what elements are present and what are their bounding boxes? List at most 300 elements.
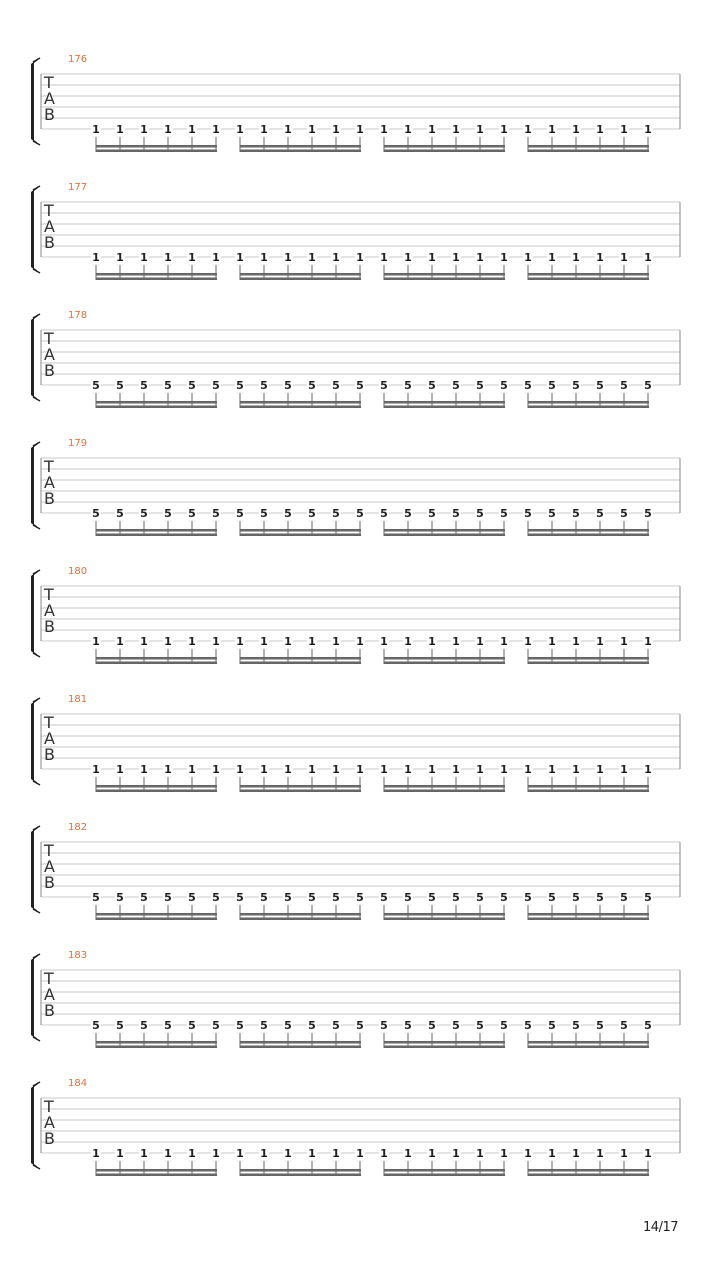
fret-number: 1 xyxy=(188,251,196,264)
fret-number: 5 xyxy=(524,891,532,904)
fret-number: 1 xyxy=(308,123,316,136)
beam-secondary xyxy=(528,657,649,660)
fret-number: 5 xyxy=(212,507,220,520)
system-bracket xyxy=(31,60,38,143)
fret-number: 1 xyxy=(620,763,628,776)
fret-number: 5 xyxy=(164,379,172,392)
fret-number: 1 xyxy=(452,123,460,136)
beam-primary xyxy=(240,406,361,409)
fret-number: 1 xyxy=(212,635,220,648)
fret-number: 1 xyxy=(116,251,124,264)
fret-number: 1 xyxy=(404,763,412,776)
fret-number: 5 xyxy=(596,379,604,392)
fret-number: 5 xyxy=(644,891,652,904)
bracket-hook-bottom xyxy=(33,525,40,529)
system-bracket xyxy=(31,188,38,271)
bracket-hook-top xyxy=(33,570,40,574)
fret-number: 1 xyxy=(548,123,556,136)
fret-number: 5 xyxy=(260,379,268,392)
fret-number: 1 xyxy=(260,1147,268,1160)
fret-number: 1 xyxy=(428,251,436,264)
tab-system xyxy=(31,54,680,152)
tab-letter-t: T xyxy=(44,201,54,220)
fret-number: 1 xyxy=(332,635,340,648)
fret-number: 1 xyxy=(212,763,220,776)
fret-number: 5 xyxy=(548,379,556,392)
fret-number: 1 xyxy=(212,1147,220,1160)
beam-secondary xyxy=(96,913,217,916)
bracket-hook-bottom xyxy=(33,653,40,657)
fret-number: 1 xyxy=(524,251,532,264)
beam-secondary xyxy=(528,1169,649,1172)
fret-number: 5 xyxy=(596,1019,604,1032)
fret-number: 1 xyxy=(332,1147,340,1160)
fret-number: 5 xyxy=(188,379,196,392)
fret-number: 1 xyxy=(116,763,124,776)
system-bracket xyxy=(31,1084,38,1167)
beam-primary xyxy=(240,150,361,153)
fret-number: 5 xyxy=(452,891,460,904)
system-bracket xyxy=(31,444,38,527)
beam-primary xyxy=(240,278,361,281)
fret-number: 5 xyxy=(572,891,580,904)
fret-number: 1 xyxy=(188,123,196,136)
fret-number: 1 xyxy=(308,1147,316,1160)
fret-number: 1 xyxy=(644,1147,652,1160)
fret-number: 1 xyxy=(164,635,172,648)
fret-number: 5 xyxy=(548,891,556,904)
fret-number: 1 xyxy=(164,251,172,264)
fret-number: 5 xyxy=(524,1019,532,1032)
fret-number: 5 xyxy=(236,379,244,392)
tab-letter-b: B xyxy=(44,1129,55,1148)
beam-secondary xyxy=(528,145,649,148)
fret-number: 1 xyxy=(644,251,652,264)
fret-number: 1 xyxy=(356,635,364,648)
fret-number: 5 xyxy=(380,891,388,904)
fret-number: 1 xyxy=(164,763,172,776)
fret-number: 1 xyxy=(260,635,268,648)
bracket-hook-bottom xyxy=(33,141,40,145)
fret-number: 1 xyxy=(380,123,388,136)
fret-number: 5 xyxy=(308,891,316,904)
fret-number: 5 xyxy=(356,507,364,520)
fret-number: 1 xyxy=(332,251,340,264)
beam-primary xyxy=(240,1174,361,1177)
fret-number: 1 xyxy=(644,763,652,776)
tab-letter-t: T xyxy=(44,457,54,476)
fret-number: 5 xyxy=(92,507,100,520)
tab-letter-b: B xyxy=(44,105,55,124)
fret-number: 1 xyxy=(572,763,580,776)
tab-letter-a: A xyxy=(44,217,55,236)
tab-system xyxy=(31,182,680,280)
beam-secondary xyxy=(96,401,217,404)
bracket-hook-top xyxy=(33,826,40,830)
fret-number: 1 xyxy=(596,251,604,264)
fret-number: 5 xyxy=(476,379,484,392)
tab-system xyxy=(31,438,680,536)
beam-primary xyxy=(528,406,649,409)
bar-number: 184 xyxy=(68,1078,88,1089)
fret-number: 1 xyxy=(428,123,436,136)
fret-number: 5 xyxy=(404,507,412,520)
fret-number: 5 xyxy=(140,507,148,520)
beam-primary xyxy=(96,278,217,281)
fret-number: 1 xyxy=(284,251,292,264)
fret-number: 5 xyxy=(404,379,412,392)
fret-number: 1 xyxy=(572,1147,580,1160)
fret-number: 5 xyxy=(212,379,220,392)
fret-number: 1 xyxy=(644,635,652,648)
beam-secondary xyxy=(384,785,505,788)
fret-number: 1 xyxy=(380,1147,388,1160)
beam-secondary xyxy=(384,913,505,916)
bar-number: 180 xyxy=(68,566,88,577)
fret-number: 5 xyxy=(500,379,508,392)
fret-number: 5 xyxy=(260,507,268,520)
beam-primary xyxy=(96,150,217,153)
fret-number: 5 xyxy=(140,1019,148,1032)
fret-number: 5 xyxy=(500,507,508,520)
beam-primary xyxy=(384,406,505,409)
fret-number: 1 xyxy=(284,763,292,776)
fret-number: 5 xyxy=(332,891,340,904)
fret-number: 1 xyxy=(476,635,484,648)
beam-secondary xyxy=(528,273,649,276)
fret-number: 5 xyxy=(500,1019,508,1032)
fret-number: 5 xyxy=(332,507,340,520)
beam-secondary xyxy=(528,529,649,532)
fret-number: 5 xyxy=(236,507,244,520)
fret-number: 1 xyxy=(140,123,148,136)
fret-number: 5 xyxy=(236,1019,244,1032)
bracket-hook-bottom xyxy=(33,1165,40,1169)
fret-number: 5 xyxy=(356,891,364,904)
fret-number: 5 xyxy=(116,1019,124,1032)
fret-number: 1 xyxy=(620,251,628,264)
beam-secondary xyxy=(96,785,217,788)
beam-secondary xyxy=(96,1041,217,1044)
beam-primary xyxy=(96,662,217,665)
fret-number: 5 xyxy=(620,891,628,904)
tab-system xyxy=(31,566,680,664)
fret-number: 5 xyxy=(332,1019,340,1032)
beam-secondary xyxy=(384,273,505,276)
bracket-hook-top xyxy=(33,1082,40,1086)
fret-number: 1 xyxy=(356,251,364,264)
beam-primary xyxy=(96,534,217,537)
fret-number: 5 xyxy=(620,507,628,520)
fret-number: 1 xyxy=(92,763,100,776)
fret-number: 1 xyxy=(500,251,508,264)
fret-number: 5 xyxy=(116,379,124,392)
bracket-hook-top xyxy=(33,954,40,958)
fret-number: 1 xyxy=(284,123,292,136)
fret-number: 5 xyxy=(212,1019,220,1032)
beam-secondary xyxy=(240,145,361,148)
fret-number: 1 xyxy=(188,763,196,776)
tab-letter-b: B xyxy=(44,233,55,252)
fret-number: 1 xyxy=(140,763,148,776)
beam-secondary xyxy=(240,1169,361,1172)
fret-number: 1 xyxy=(524,635,532,648)
beam-secondary xyxy=(528,401,649,404)
bracket-hook-top xyxy=(33,442,40,446)
fret-number: 1 xyxy=(476,1147,484,1160)
fret-number: 5 xyxy=(404,1019,412,1032)
fret-number: 5 xyxy=(332,379,340,392)
bar-number: 177 xyxy=(68,182,88,193)
fret-number: 5 xyxy=(212,891,220,904)
fret-number: 1 xyxy=(428,1147,436,1160)
bar-number: 178 xyxy=(68,310,88,321)
fret-number: 1 xyxy=(428,763,436,776)
beam-secondary xyxy=(240,657,361,660)
tab-system xyxy=(31,950,680,1048)
fret-number: 5 xyxy=(260,891,268,904)
bracket-hook-bottom xyxy=(33,909,40,913)
beam-secondary xyxy=(384,1169,505,1172)
fret-number: 1 xyxy=(116,123,124,136)
beam-primary xyxy=(240,790,361,793)
fret-number: 1 xyxy=(620,1147,628,1160)
tab-letter-b: B xyxy=(44,361,55,380)
tab-system xyxy=(31,310,680,408)
beam-secondary xyxy=(528,1041,649,1044)
bracket-hook-bottom xyxy=(33,397,40,401)
beam-secondary xyxy=(240,273,361,276)
fret-number: 1 xyxy=(548,763,556,776)
fret-number: 1 xyxy=(620,635,628,648)
tab-letter-t: T xyxy=(44,329,54,348)
fret-number: 5 xyxy=(644,507,652,520)
beam-primary xyxy=(384,1046,505,1049)
fret-number: 5 xyxy=(188,1019,196,1032)
beam-primary xyxy=(96,918,217,921)
fret-number: 5 xyxy=(140,379,148,392)
tab-letter-a: A xyxy=(44,985,55,1004)
bar-number: 181 xyxy=(68,694,88,705)
tab-letter-b: B xyxy=(44,745,55,764)
fret-number: 1 xyxy=(596,123,604,136)
beam-primary xyxy=(528,790,649,793)
fret-number: 1 xyxy=(404,1147,412,1160)
fret-number: 5 xyxy=(572,379,580,392)
fret-number: 1 xyxy=(308,635,316,648)
fret-number: 1 xyxy=(404,123,412,136)
bracket-hook-top xyxy=(33,314,40,318)
fret-number: 5 xyxy=(188,507,196,520)
fret-number: 5 xyxy=(236,891,244,904)
fret-number: 1 xyxy=(284,1147,292,1160)
fret-number: 1 xyxy=(524,763,532,776)
fret-number: 1 xyxy=(212,123,220,136)
beam-secondary xyxy=(528,913,649,916)
fret-number: 1 xyxy=(236,763,244,776)
beam-primary xyxy=(528,278,649,281)
beam-secondary xyxy=(384,401,505,404)
fret-number: 1 xyxy=(140,251,148,264)
fret-number: 5 xyxy=(380,507,388,520)
fret-number: 5 xyxy=(620,1019,628,1032)
tab-letter-t: T xyxy=(44,841,54,860)
beam-secondary xyxy=(96,145,217,148)
fret-number: 1 xyxy=(548,1147,556,1160)
beam-primary xyxy=(528,1046,649,1049)
bracket-hook-bottom xyxy=(33,269,40,273)
fret-number: 1 xyxy=(404,251,412,264)
fret-number: 1 xyxy=(116,635,124,648)
beam-secondary xyxy=(96,273,217,276)
fret-number: 1 xyxy=(236,123,244,136)
fret-number: 1 xyxy=(92,635,100,648)
bar-number: 182 xyxy=(68,822,88,833)
beam-primary xyxy=(240,918,361,921)
bracket-hook-top xyxy=(33,58,40,62)
fret-number: 1 xyxy=(236,1147,244,1160)
fret-number: 1 xyxy=(92,251,100,264)
fret-number: 5 xyxy=(308,507,316,520)
fret-number: 5 xyxy=(92,891,100,904)
fret-number: 5 xyxy=(284,891,292,904)
fret-number: 1 xyxy=(476,763,484,776)
fret-number: 1 xyxy=(572,251,580,264)
bar-number: 176 xyxy=(68,54,88,65)
fret-number: 1 xyxy=(452,763,460,776)
beam-primary xyxy=(96,790,217,793)
fret-number: 5 xyxy=(188,891,196,904)
tab-letter-b: B xyxy=(44,617,55,636)
beam-primary xyxy=(528,534,649,537)
tab-letter-a: A xyxy=(44,473,55,492)
fret-number: 5 xyxy=(284,507,292,520)
fret-number: 5 xyxy=(452,507,460,520)
tab-letter-t: T xyxy=(44,713,54,732)
fret-number: 5 xyxy=(356,379,364,392)
fret-number: 1 xyxy=(404,635,412,648)
fret-number: 1 xyxy=(140,1147,148,1160)
fret-number: 5 xyxy=(644,379,652,392)
fret-number: 5 xyxy=(284,379,292,392)
fret-number: 1 xyxy=(260,763,268,776)
fret-number: 5 xyxy=(476,891,484,904)
fret-number: 5 xyxy=(164,507,172,520)
tab-letter-a: A xyxy=(44,729,55,748)
fret-number: 5 xyxy=(116,891,124,904)
beam-primary xyxy=(528,918,649,921)
fret-number: 1 xyxy=(500,635,508,648)
fret-number: 5 xyxy=(452,1019,460,1032)
fret-number: 1 xyxy=(548,635,556,648)
fret-number: 5 xyxy=(476,507,484,520)
fret-number: 1 xyxy=(260,251,268,264)
tab-letter-b: B xyxy=(44,1001,55,1020)
fret-number: 5 xyxy=(596,891,604,904)
bracket-hook-top xyxy=(33,698,40,702)
fret-number: 1 xyxy=(164,1147,172,1160)
beam-secondary xyxy=(384,1041,505,1044)
fret-number: 5 xyxy=(428,891,436,904)
fret-number: 1 xyxy=(476,251,484,264)
fret-number: 1 xyxy=(380,763,388,776)
tab-system xyxy=(31,1078,680,1176)
beam-secondary xyxy=(240,913,361,916)
beam-secondary xyxy=(384,145,505,148)
fret-number: 5 xyxy=(476,1019,484,1032)
tab-letter-a: A xyxy=(44,1113,55,1132)
system-bracket xyxy=(31,572,38,655)
beam-secondary xyxy=(96,1169,217,1172)
beam-primary xyxy=(384,534,505,537)
fret-number: 5 xyxy=(644,1019,652,1032)
beam-primary xyxy=(384,1174,505,1177)
fret-number: 5 xyxy=(92,1019,100,1032)
fret-number: 1 xyxy=(500,763,508,776)
fret-number: 1 xyxy=(476,123,484,136)
fret-number: 1 xyxy=(548,251,556,264)
beam-primary xyxy=(240,662,361,665)
bracket-hook-bottom xyxy=(33,781,40,785)
fret-number: 1 xyxy=(188,635,196,648)
tab-letter-t: T xyxy=(44,73,54,92)
fret-number: 5 xyxy=(500,891,508,904)
fret-number: 1 xyxy=(596,635,604,648)
fret-number: 5 xyxy=(548,1019,556,1032)
beam-primary xyxy=(528,150,649,153)
fret-number: 1 xyxy=(428,635,436,648)
fret-number: 1 xyxy=(140,635,148,648)
beam-primary xyxy=(384,150,505,153)
page-number: 14/17 xyxy=(643,1220,678,1235)
fret-number: 5 xyxy=(620,379,628,392)
fret-number: 5 xyxy=(524,507,532,520)
beam-secondary xyxy=(96,657,217,660)
fret-number: 1 xyxy=(356,763,364,776)
beam-primary xyxy=(384,918,505,921)
fret-number: 1 xyxy=(92,123,100,136)
system-bracket xyxy=(31,828,38,911)
beam-primary xyxy=(384,278,505,281)
fret-number: 5 xyxy=(404,891,412,904)
fret-number: 5 xyxy=(164,1019,172,1032)
fret-number: 5 xyxy=(452,379,460,392)
fret-number: 1 xyxy=(596,1147,604,1160)
tab-letter-a: A xyxy=(44,601,55,620)
bracket-hook-bottom xyxy=(33,1037,40,1041)
system-bracket xyxy=(31,316,38,399)
beam-secondary xyxy=(240,785,361,788)
beam-primary xyxy=(384,662,505,665)
fret-number: 1 xyxy=(188,1147,196,1160)
fret-number: 1 xyxy=(332,123,340,136)
fret-number: 5 xyxy=(548,507,556,520)
beam-primary xyxy=(240,1046,361,1049)
fret-number: 1 xyxy=(572,635,580,648)
beam-primary xyxy=(384,790,505,793)
beam-secondary xyxy=(528,785,649,788)
beam-secondary xyxy=(240,529,361,532)
system-bracket xyxy=(31,956,38,1039)
tab-letter-a: A xyxy=(44,857,55,876)
fret-number: 5 xyxy=(308,1019,316,1032)
fret-number: 1 xyxy=(524,123,532,136)
tab-system xyxy=(31,694,680,792)
fret-number: 1 xyxy=(236,635,244,648)
tab-letter-a: A xyxy=(44,89,55,108)
fret-number: 1 xyxy=(500,1147,508,1160)
fret-number: 5 xyxy=(380,379,388,392)
